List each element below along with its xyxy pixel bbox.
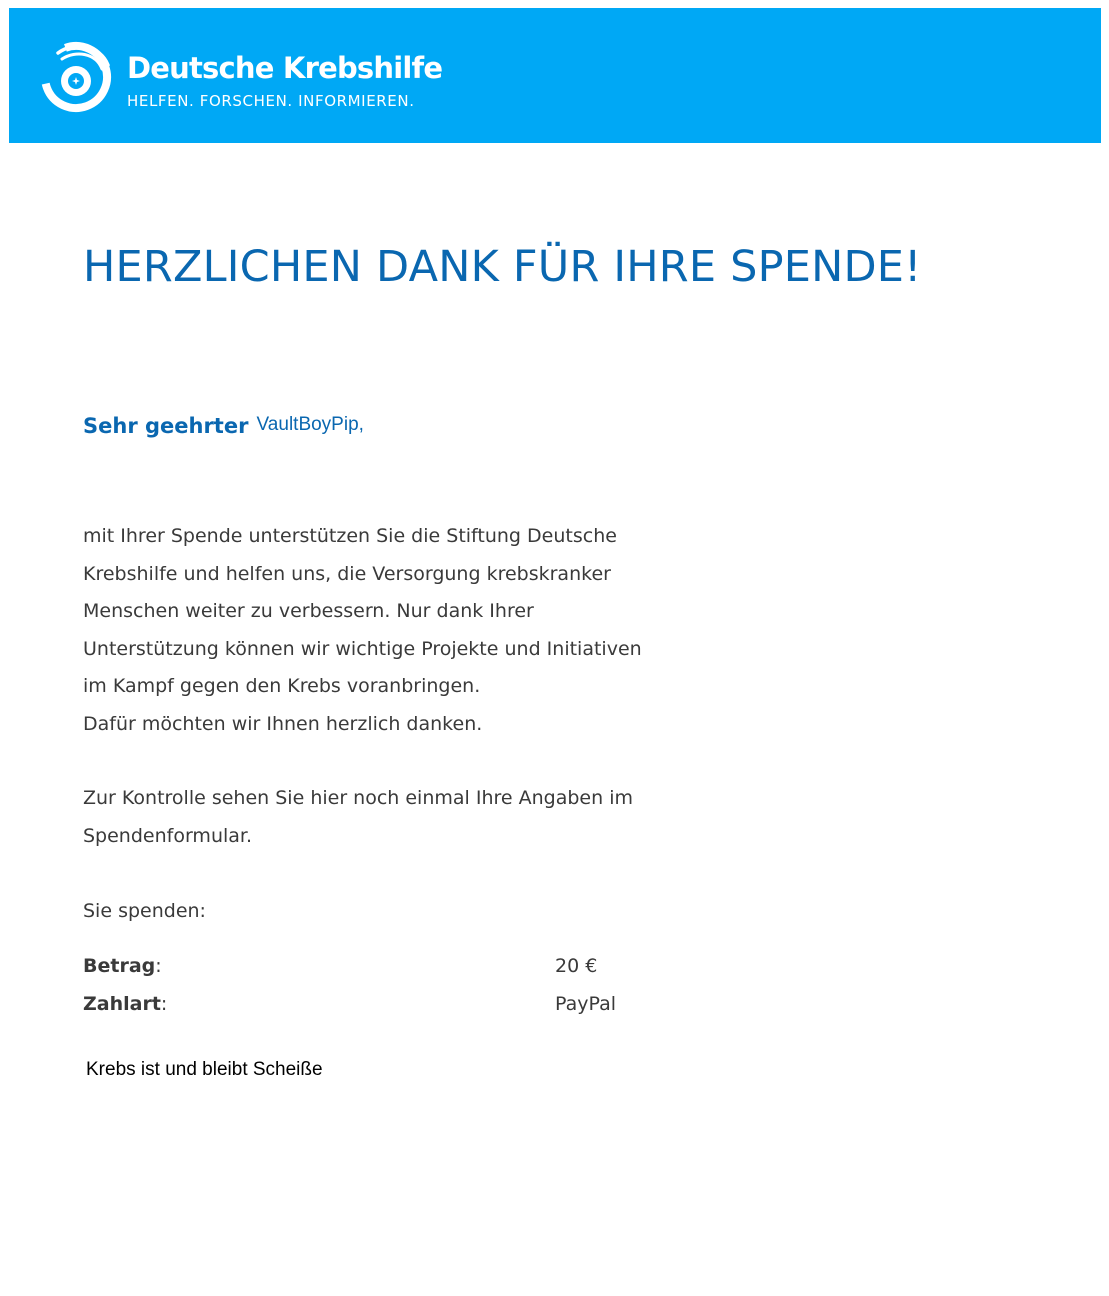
intro-line: Dafür möchten wir Ihnen herzlich danken.	[83, 712, 483, 735]
control-line: Zur Kontrolle sehen Sie hier noch einmal Ihre Angaben im	[83, 787, 633, 809]
page-title: HERZLICHEN DANK FÜR IHRE SPENDE!	[83, 242, 922, 292]
intro-line: Menschen weiter zu verbessern. Nur dank Ihrer	[83, 600, 534, 622]
amount-label-text: Betrag	[83, 955, 156, 977]
detail-row-payment	[83, 989, 683, 1025]
header-banner	[9, 8, 1101, 143]
salutation-username: VaultBoyPip,	[256, 414, 364, 435]
detail-row-amount	[83, 951, 683, 987]
payment-value: PayPal	[555, 993, 617, 1015]
intro-paragraph	[83, 518, 723, 743]
footer-note: Krebs ist und bleibt Scheiße	[86, 1059, 323, 1080]
intro-line: Unterstützung können wir wichtige Projekte und Initiativen	[83, 637, 642, 660]
control-line: Spendenformular.	[83, 824, 253, 847]
amount-label	[83, 955, 162, 977]
intro-line: mit Ihrer Spende unterstützen Sie die Stiftung Deutsche	[83, 525, 617, 547]
salutation	[83, 414, 364, 439]
brand-tagline: HELFEN. FORSCHEN. INFORMIEREN.	[127, 92, 415, 110]
intro-line: Krebshilfe und helfen uns, die Versorgung krebskranker	[83, 562, 611, 585]
amount-value: 20 €	[555, 955, 598, 977]
payment-label-colon: :	[160, 993, 168, 1015]
intro-line: im Kampf gegen den Krebs voranbringen.	[83, 675, 481, 697]
salutation-greeting: Sehr geehrter	[83, 414, 249, 438]
control-paragraph	[83, 780, 723, 855]
payment-label	[83, 993, 167, 1015]
payment-label-text: Zahlart	[83, 993, 161, 1015]
amount-label-colon: :	[155, 955, 162, 977]
donation-intro: Sie spenden:	[83, 900, 206, 922]
krebshilfe-logo-icon	[40, 39, 114, 113]
brand-name: Deutsche Krebshilfe	[127, 51, 443, 85]
